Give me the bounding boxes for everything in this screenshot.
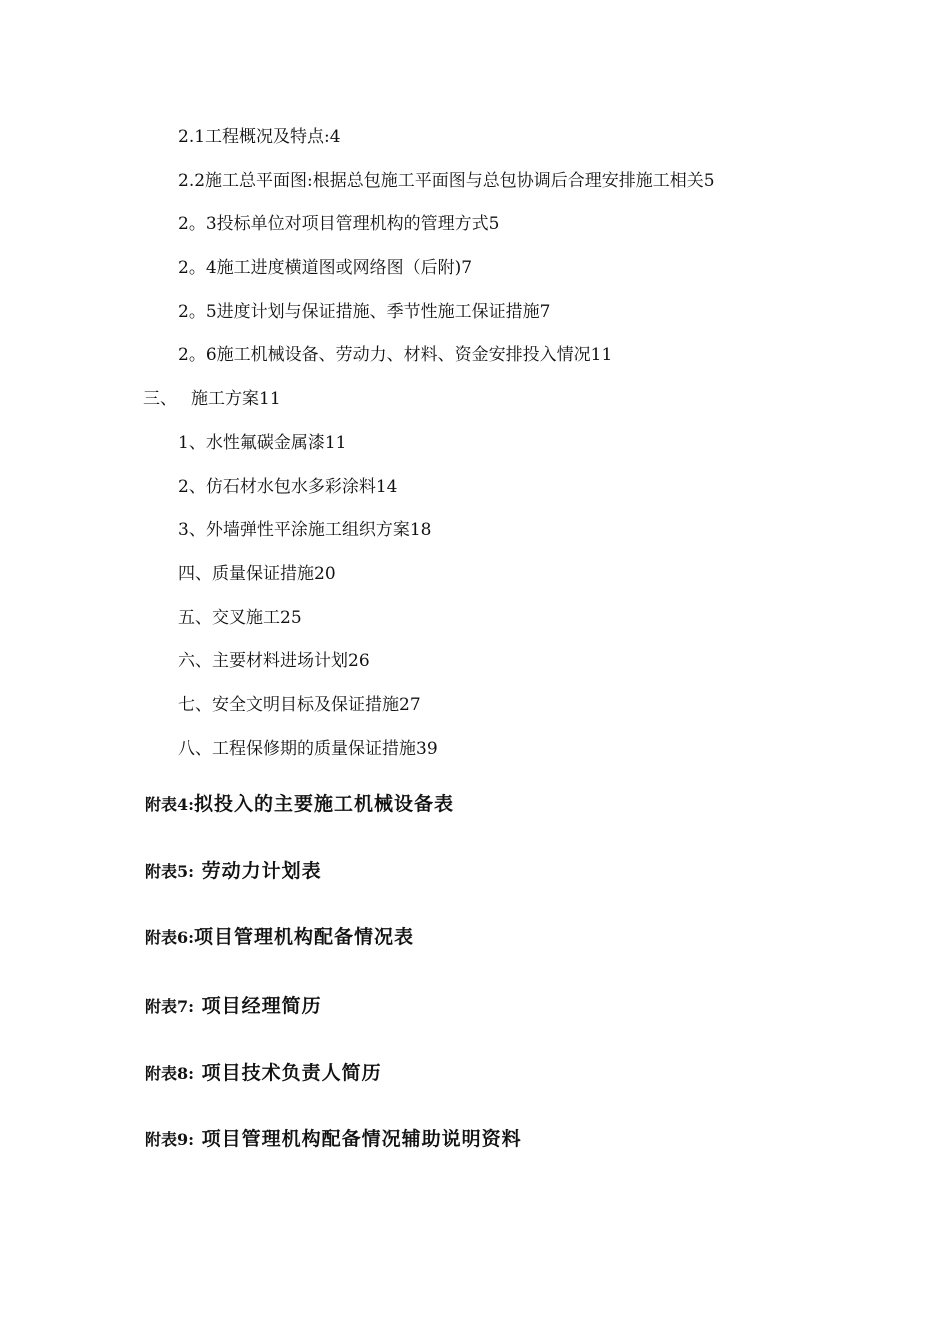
toc-entry: 六、主要材料进场计划26 [178, 651, 370, 671]
toc-entry: 2。6施工机械设备、劳动力、材料、资金安排投入情况11 [178, 345, 613, 365]
appendix-title: 劳动力计划表 [194, 860, 322, 882]
appendix-entry [145, 858, 322, 885]
appendix-label: 附表9: [145, 1130, 195, 1149]
appendix-entry [145, 993, 322, 1020]
appendix-entry [145, 1060, 382, 1087]
toc-entry: 四、质量保证措施20 [178, 564, 336, 584]
appendix-label: 附表5: [145, 862, 195, 881]
toc-entry: 3、外墙弹性平涂施工组织方案18 [178, 520, 432, 540]
toc-entry: 八、工程保修期的质量保证措施39 [178, 739, 438, 759]
toc-section-entry [143, 388, 281, 410]
toc-entry: 1、水性氟碳金属漆11 [178, 433, 347, 453]
toc-entry: 五、交叉施工25 [178, 608, 302, 628]
appendix-label: 附表8: [145, 1064, 195, 1083]
toc-section-title: 施工方案11 [191, 389, 281, 409]
appendix-title: 项目经理简历 [194, 995, 322, 1017]
toc-entry: 2.1工程概况及特点:4 [178, 127, 341, 147]
appendix-title: 项目技术负责人简历 [194, 1062, 382, 1084]
toc-section-number: 三、 [143, 389, 177, 409]
appendix-entry [145, 1126, 522, 1153]
appendix-entry [145, 791, 454, 818]
toc-entry: 七、安全文明目标及保证措施27 [178, 695, 421, 715]
toc-entry: 2。3投标单位对项目管理机构的管理方式5 [178, 214, 500, 234]
appendix-title: 项目管理机构配备情况辅助说明资料 [194, 1128, 522, 1150]
toc-entry: 2、仿石材水包水多彩涂料14 [178, 477, 398, 497]
toc-entry: 2.2施工总平面图:根据总包施工平面图与总包协调后合理安排施工相关5 [178, 171, 715, 191]
toc-entry: 2。4施工进度横道图或网络图（后附)7 [178, 258, 473, 278]
appendix-title: 项目管理机构配备情况表 [194, 926, 415, 948]
appendix-label: 附表4: [145, 795, 195, 814]
appendix-label: 附表6: [145, 928, 195, 947]
appendix-title: 拟投入的主要施工机械设备表 [194, 793, 455, 815]
appendix-entry [145, 924, 414, 951]
toc-entry: 2。5进度计划与保证措施、季节性施工保证措施7 [178, 302, 551, 322]
appendix-label: 附表7: [145, 997, 195, 1016]
